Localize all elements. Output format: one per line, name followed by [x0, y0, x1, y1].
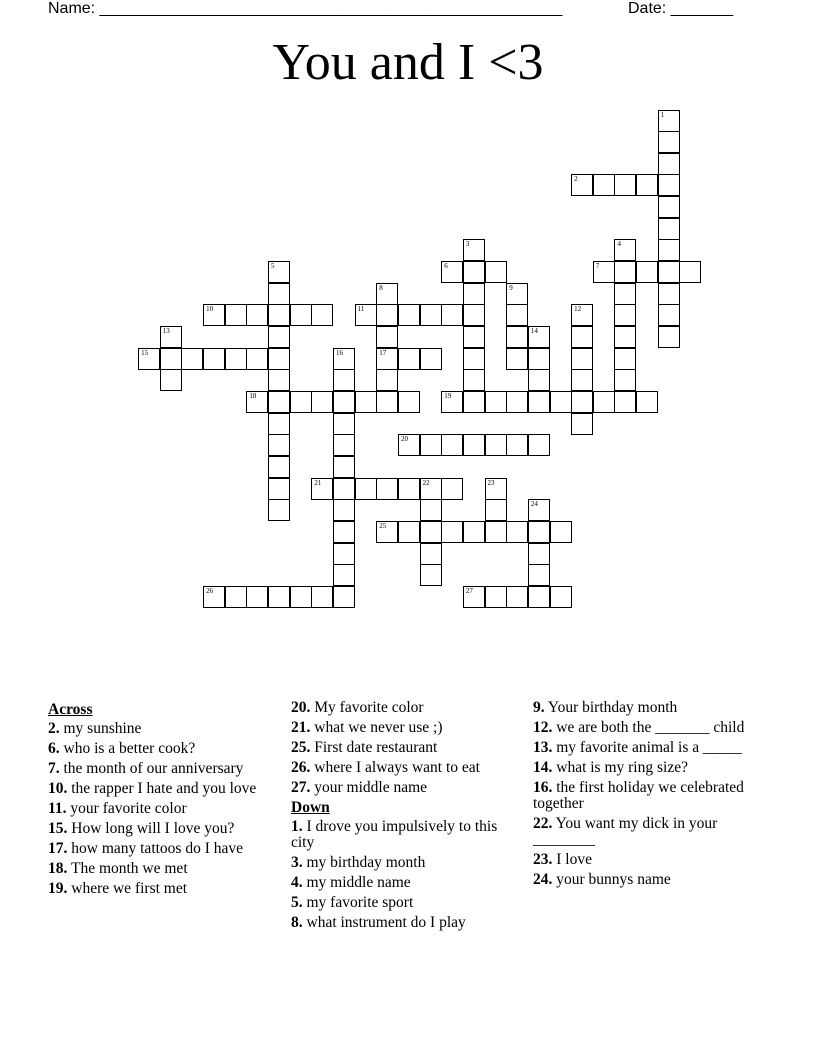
grid-cell[interactable] [333, 456, 355, 478]
clue-item-text: the rapper I hate and you love [67, 780, 257, 797]
clue-number: 7 [595, 262, 600, 271]
grid-cell[interactable] [290, 391, 312, 413]
clue-column-1 [48, 700, 273, 901]
clue-number: 8 [379, 283, 383, 292]
clue-number: 22 [422, 478, 430, 487]
grid-cell[interactable] [550, 521, 572, 543]
clue-item-text: How long will I love you? [67, 820, 235, 837]
grid-cell[interactable] [398, 521, 420, 543]
grid-cell[interactable] [376, 391, 398, 413]
grid-cell[interactable] [550, 391, 572, 413]
grid-cell[interactable] [333, 413, 355, 435]
grid-cell[interactable] [463, 348, 485, 370]
clue-item [48, 761, 273, 777]
clue-number: 11 [357, 305, 365, 314]
grid-cell[interactable] [571, 174, 593, 196]
clue-item-number: 8. [291, 914, 303, 931]
grid-cell[interactable] [528, 326, 550, 348]
clue-item-number: 4. [291, 874, 303, 891]
grid-cell[interactable] [376, 521, 398, 543]
clue-item-text: your bunnys name [552, 871, 671, 888]
clue-item [291, 720, 516, 736]
clue-item-number: 6. [48, 740, 60, 757]
clue-item [48, 801, 273, 817]
grid-cell[interactable] [420, 521, 442, 543]
grid-cell[interactable] [614, 174, 636, 196]
clue-item [291, 760, 516, 776]
grid-cell[interactable] [160, 348, 182, 370]
grid-cell[interactable] [160, 369, 182, 391]
clue-item-number: 9. [533, 699, 545, 716]
clue-item [291, 895, 516, 911]
grid-cell[interactable] [441, 391, 463, 413]
clue-number: 4 [617, 240, 621, 249]
grid-cell[interactable] [311, 304, 333, 326]
clue-item-number: 13. [533, 739, 553, 756]
date-field-label[interactable]: Date: _______ [628, 0, 733, 17]
grid-cell[interactable] [485, 478, 507, 500]
grid-cell[interactable] [658, 283, 680, 305]
grid-cell[interactable] [225, 586, 247, 608]
clue-item-text: who is a better cook? [59, 740, 196, 757]
grid-cell[interactable] [268, 326, 290, 348]
grid-cell[interactable] [441, 478, 463, 500]
grid-cell[interactable] [463, 239, 485, 261]
grid-cell[interactable] [290, 304, 312, 326]
clue-number: 26 [206, 586, 214, 595]
clue-number: 13 [162, 327, 170, 335]
grid-cell[interactable] [376, 348, 398, 370]
clue-item [48, 841, 273, 857]
grid-cell[interactable] [485, 391, 507, 413]
grid-cell[interactable] [614, 391, 636, 413]
grid-cell[interactable] [463, 283, 485, 305]
clue-number: 18 [249, 391, 257, 400]
grid-cell[interactable] [268, 304, 290, 326]
grid-cell[interactable] [203, 304, 225, 326]
grid-cell[interactable] [658, 304, 680, 326]
grid-cell[interactable] [571, 304, 593, 326]
grid-cell[interactable] [333, 564, 355, 586]
clue-item-number: 16. [533, 779, 553, 796]
grid-cell[interactable] [614, 261, 636, 283]
clue-item-number: 12. [533, 719, 553, 736]
clue-item-number: 17. [48, 840, 68, 857]
clue-item-number: 20. [291, 699, 311, 716]
grid-cell[interactable] [333, 348, 355, 370]
grid-cell[interactable] [246, 586, 268, 608]
clue-item [48, 741, 273, 757]
clue-item [291, 700, 516, 716]
page-title: You and I <3 [272, 34, 544, 91]
grid-cell[interactable] [571, 326, 593, 348]
grid-cell[interactable] [506, 391, 528, 413]
grid-cell[interactable] [246, 304, 268, 326]
grid-cell[interactable] [333, 434, 355, 456]
clue-item-number: 22. [533, 815, 553, 832]
grid-cell[interactable] [441, 261, 463, 283]
clue-item-text: my favorite sport [302, 894, 414, 911]
clue-item-number: 7. [48, 760, 60, 777]
grid-cell[interactable] [571, 348, 593, 370]
grid-cell[interactable] [355, 304, 377, 326]
grid-cell[interactable] [463, 521, 485, 543]
clue-number: 1 [660, 110, 665, 119]
clue-item-text: where I always want to eat [310, 759, 480, 776]
clue-item [48, 881, 273, 897]
grid-cell[interactable] [355, 478, 377, 500]
clue-number: 3 [465, 240, 470, 249]
clue-item-text: what is my ring size? [552, 759, 688, 776]
clue-item-text: Your birthday month [544, 699, 678, 716]
grid-cell[interactable] [181, 348, 203, 370]
clue-item [533, 700, 758, 716]
grid-cell[interactable] [246, 391, 268, 413]
grid-cell[interactable] [593, 261, 615, 283]
clue-number: 14 [530, 327, 538, 335]
grid-cell[interactable] [441, 434, 463, 456]
clue-item-number: 15. [48, 820, 68, 837]
grid-cell[interactable] [420, 478, 442, 500]
clue-item [533, 780, 758, 812]
grid-cell[interactable] [463, 434, 485, 456]
grid-cell[interactable] [268, 261, 290, 283]
grid-cell[interactable] [376, 369, 398, 391]
clue-item-number: 3. [291, 854, 303, 871]
down-heading: Down [291, 799, 330, 816]
grid-cell[interactable] [268, 391, 290, 413]
grid-cell[interactable] [506, 521, 528, 543]
grid-cell[interactable] [679, 261, 701, 283]
grid-cell[interactable] [160, 326, 182, 348]
clue-item-text: The month we met [67, 860, 188, 877]
clue-item [291, 855, 516, 871]
clue-number: 19 [444, 391, 452, 400]
clue-item-text: I love [552, 851, 592, 868]
grid-cell[interactable] [506, 326, 528, 348]
grid-cell[interactable] [333, 391, 355, 413]
grid-cell[interactable] [506, 434, 528, 456]
grid-cell[interactable] [203, 348, 225, 370]
clue-item-text: where we first met [67, 880, 188, 897]
grid-cell[interactable] [528, 391, 550, 413]
grid-cell[interactable] [528, 369, 550, 391]
grid-cell[interactable] [528, 348, 550, 370]
grid-cell[interactable] [268, 456, 290, 478]
grid-cell[interactable] [528, 434, 550, 456]
clue-item [533, 816, 758, 848]
clue-item-number: 25. [291, 739, 311, 756]
clue-number: 16 [336, 348, 343, 357]
clue-number: 15 [141, 348, 149, 357]
grid-cell[interactable] [593, 391, 615, 413]
clue-item [48, 721, 273, 737]
grid-cell[interactable] [420, 434, 442, 456]
grid-cell[interactable] [311, 391, 333, 413]
clue-item-text: how many tattoos do I have [67, 840, 244, 857]
grid-cell[interactable] [658, 239, 680, 261]
clue-column-2 [291, 700, 516, 935]
grid-cell[interactable] [398, 304, 420, 326]
clue-number: 20 [400, 435, 408, 444]
grid-cell[interactable] [614, 304, 636, 326]
grid-cell[interactable] [528, 499, 550, 521]
grid-cell[interactable] [420, 564, 442, 586]
across-clues-list [48, 721, 273, 897]
grid-cell[interactable] [506, 586, 528, 608]
grid-cell[interactable] [268, 499, 290, 521]
clue-item [533, 720, 758, 736]
grid-cell[interactable] [550, 586, 572, 608]
clue-item-number: 14. [533, 759, 553, 776]
clue-item-text: my sunshine [59, 720, 142, 737]
clue-item [533, 740, 758, 756]
clue-number: 10 [206, 305, 214, 314]
grid-cell[interactable] [614, 369, 636, 391]
grid-cell[interactable] [485, 499, 507, 521]
grid-cell[interactable] [268, 434, 290, 456]
grid-cell[interactable] [268, 586, 290, 608]
clue-item-number: 10. [48, 780, 68, 797]
grid-cell[interactable] [614, 239, 636, 261]
grid-cell[interactable] [420, 348, 442, 370]
grid-cell[interactable] [290, 586, 312, 608]
grid-cell[interactable] [441, 521, 463, 543]
clue-number: 9 [509, 283, 513, 292]
grid-cell[interactable] [311, 586, 333, 608]
grid-cell[interactable] [528, 586, 550, 608]
clue-item-text: First date restaurant [310, 739, 438, 756]
clue-item-number: 23. [533, 851, 553, 868]
grid-cell[interactable] [203, 586, 225, 608]
grid-cell[interactable] [528, 564, 550, 586]
clue-item [48, 861, 273, 877]
grid-cell[interactable] [658, 261, 680, 283]
clue-item-number: 1. [291, 818, 303, 835]
clue-item [291, 915, 516, 931]
grid-cell[interactable] [614, 348, 636, 370]
grid-cell[interactable] [658, 131, 680, 153]
grid-cell[interactable] [614, 326, 636, 348]
grid-cell[interactable] [571, 369, 593, 391]
grid-cell[interactable] [636, 261, 658, 283]
clue-item-number: 2. [48, 720, 60, 737]
grid-cell[interactable] [658, 174, 680, 196]
grid-cell[interactable] [658, 196, 680, 218]
grid-cell[interactable] [420, 499, 442, 521]
grid-cell[interactable] [506, 348, 528, 370]
grid-cell[interactable] [506, 283, 528, 305]
clue-item-number: 21. [291, 719, 311, 736]
clue-item-number: 24. [533, 871, 553, 888]
grid-cell[interactable] [463, 326, 485, 348]
clue-number: 12 [574, 305, 582, 314]
grid-cell[interactable] [636, 174, 658, 196]
grid-cell[interactable] [333, 521, 355, 543]
clue-item-text: your favorite color [66, 800, 187, 817]
clue-item-text: my birthday month [302, 854, 426, 871]
grid-cell[interactable] [268, 369, 290, 391]
clue-item-text: what we never use ;) [310, 719, 443, 736]
down-clues-list [291, 819, 516, 931]
clue-item-text: the first holiday we celebrated together [533, 779, 744, 812]
grid-cell[interactable] [225, 304, 247, 326]
clue-item-text: You want my dick in your ________ [533, 815, 718, 848]
clue-item [533, 760, 758, 776]
grid-cell[interactable] [376, 326, 398, 348]
clue-number: 25 [379, 521, 387, 530]
clue-item-text: the month of our anniversary [59, 760, 244, 777]
clue-item-number: 11. [48, 800, 67, 817]
clue-item-text: what instrument do I play [302, 914, 466, 931]
grid-cell[interactable] [398, 348, 420, 370]
clue-item-number: 27. [291, 779, 311, 796]
clue-item-number: 19. [48, 880, 68, 897]
grid-cell[interactable] [398, 391, 420, 413]
clue-number: 21 [314, 478, 322, 487]
clue-column-3 [533, 700, 758, 892]
clue-item-number: 26. [291, 759, 311, 776]
down-clues-list-continued [533, 700, 758, 888]
grid-cell[interactable] [463, 261, 485, 283]
grid-cell[interactable] [571, 413, 593, 435]
clue-item [48, 821, 273, 837]
grid-cell[interactable] [398, 434, 420, 456]
grid-cell[interactable] [376, 478, 398, 500]
grid-cell[interactable] [333, 369, 355, 391]
grid-cell[interactable] [441, 304, 463, 326]
grid-cell[interactable] [593, 174, 615, 196]
grid-cell[interactable] [485, 521, 507, 543]
grid-cell[interactable] [311, 478, 333, 500]
grid-cell[interactable] [138, 348, 160, 370]
clue-item-number: 18. [48, 860, 68, 877]
grid-cell[interactable] [246, 348, 268, 370]
clue-number: 27 [465, 586, 473, 595]
clue-item [533, 872, 758, 888]
grid-cell[interactable] [485, 261, 507, 283]
grid-cell[interactable] [658, 218, 680, 240]
grid-cell[interactable] [463, 391, 485, 413]
grid-cell[interactable] [268, 478, 290, 500]
clue-item [291, 740, 516, 756]
across-clues-list-continued [291, 700, 516, 796]
grid-cell[interactable] [225, 348, 247, 370]
clue-item-text: my favorite animal is a _____ [552, 739, 742, 756]
clue-item-text: I drove you impulsively to this city [291, 818, 498, 851]
grid-cell[interactable] [528, 543, 550, 565]
grid-cell[interactable] [268, 413, 290, 435]
clue-item [533, 852, 758, 868]
clue-number: 6 [444, 262, 448, 271]
grid-cell[interactable] [376, 304, 398, 326]
clue-number: 23 [487, 478, 495, 487]
grid-cell[interactable] [571, 391, 593, 413]
grid-cell[interactable] [463, 304, 485, 326]
clue-number: 17 [379, 348, 387, 357]
clue-item [291, 875, 516, 891]
grid-cell[interactable] [658, 153, 680, 175]
clue-number: 2 [574, 175, 578, 184]
clue-item-text: My favorite color [310, 699, 424, 716]
grid-cell[interactable] [268, 283, 290, 305]
clue-item-text: we are both the _______ child [552, 719, 745, 736]
grid-cell[interactable] [658, 326, 680, 348]
name-field-label[interactable]: Name: ____________________________________________________ [48, 0, 563, 17]
grid-cell[interactable] [398, 478, 420, 500]
grid-cell[interactable] [268, 348, 290, 370]
clue-item [48, 781, 273, 797]
clue-number: 5 [271, 262, 275, 271]
grid-cell[interactable] [420, 304, 442, 326]
grid-cell[interactable] [485, 586, 507, 608]
clue-item [291, 780, 516, 796]
grid-cell[interactable] [376, 283, 398, 305]
clue-item [291, 819, 516, 851]
clue-item-number: 5. [291, 894, 303, 911]
grid-cell[interactable] [463, 369, 485, 391]
grid-cell[interactable] [333, 586, 355, 608]
grid-cell[interactable] [658, 110, 680, 132]
grid-cell[interactable] [528, 521, 550, 543]
grid-cell[interactable] [485, 434, 507, 456]
grid-cell[interactable] [333, 543, 355, 565]
grid-cell[interactable] [636, 391, 658, 413]
grid-cell[interactable] [333, 499, 355, 521]
grid-cell[interactable] [506, 304, 528, 326]
grid-cell[interactable] [420, 543, 442, 565]
across-heading: Across [48, 701, 93, 718]
clue-item-text: my middle name [302, 874, 411, 891]
grid-cell[interactable] [614, 283, 636, 305]
clue-number: 24 [530, 500, 538, 509]
clue-item-text: your middle name [310, 779, 428, 796]
grid-cell[interactable] [333, 478, 355, 500]
grid-cell[interactable] [463, 586, 485, 608]
grid-cell[interactable] [355, 391, 377, 413]
